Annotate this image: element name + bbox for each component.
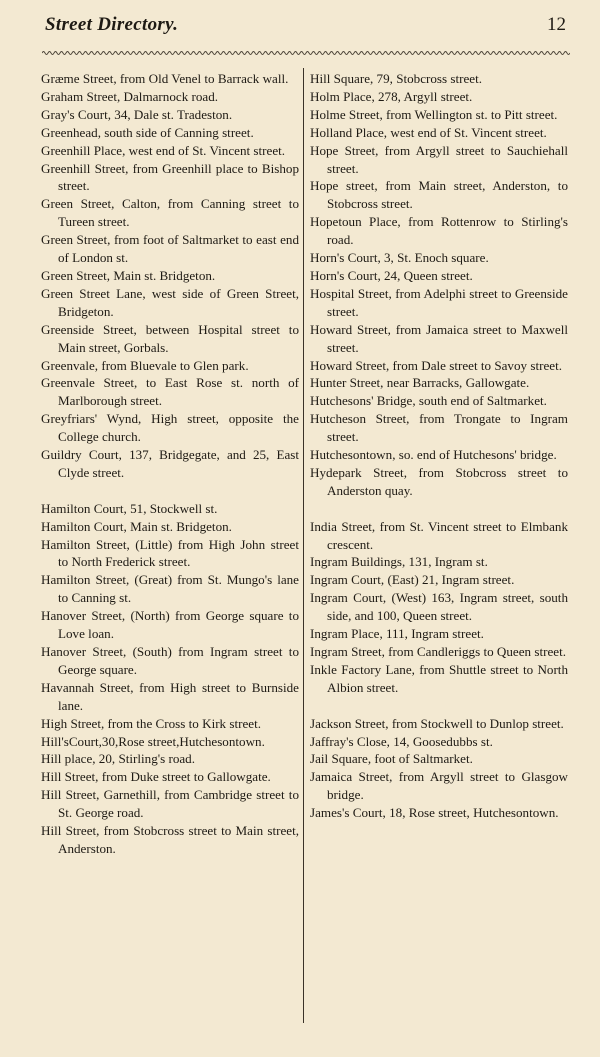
directory-entry: Hamilton Street, (Great) from St. Mungo's lane to Canning st. <box>41 572 299 606</box>
directory-entry: Inkle Factory Lane, from Shuttle street to North Albion street. <box>310 661 568 695</box>
directory-entry: Greenvale, from Bluevale to Glen park. <box>41 357 249 373</box>
directory-entry: Hutcheson Street, from Trongate to Ingram street. <box>310 411 568 445</box>
directory-entry: Graham Street, Dalmarnock road. <box>41 88 219 104</box>
directory-entry: Jackson Street, from Stockwell to Dunlop street. <box>310 715 564 731</box>
directory-entry: Jamaica Street, from Argyll street to Glasgow bridge. <box>310 769 568 803</box>
page-number: 12 <box>547 14 566 35</box>
directory-entry: Holm Place, 278, Argyll street. <box>310 88 473 104</box>
directory-entry: Ingram Buildings, 131, Ingram st. <box>310 554 488 570</box>
directory-entry: Greenhill Street, from Greenhill place to Bishop street. <box>41 160 299 194</box>
directory-entry: Howard Street, from Dale street to Savoy street. <box>310 357 562 373</box>
directory-entry: Green Street Lane, west side of Green Street, Bridgeton. <box>41 285 299 319</box>
entry-group-i <box>310 518 568 697</box>
directory-entry: Hospital Street, from Adelphi street to Greenside street. <box>310 285 568 319</box>
directory-entry: Ingram Place, 111, Ingram street. <box>310 626 484 642</box>
directory-entry: Horn's Court, 3, St. Enoch square. <box>310 250 489 266</box>
directory-entry: Hill'sCourt,30,Rose street,Hutchesontown. <box>41 733 265 749</box>
directory-entry: Hutchesontown, so. end of Hutchesons' bridge. <box>310 447 557 463</box>
group-spacer <box>310 697 568 715</box>
directory-entry: Greenhill Place, west end of St. Vincent street. <box>41 142 286 158</box>
directory-entry: Jail Square, foot of Saltmarket. <box>310 751 473 767</box>
directory-entry: Holme Street, from Wellington st. to Pitt street. <box>310 106 558 122</box>
directory-entry: Hamilton Court, 51, Stockwell st. <box>41 500 218 516</box>
directory-entry: Hopetoun Place, from Rottenrow to Stirling's road. <box>310 214 568 248</box>
directory-entry: Hanover Street, (South) from Ingram street to George square. <box>41 643 299 677</box>
entry-group-h <box>310 70 568 500</box>
directory-entry: Jaffray's Close, 14, Goosedubbs st. <box>310 733 493 749</box>
directory-entry: Hunter Street, near Barracks, Gallowgate. <box>310 375 530 391</box>
directory-entry: Green Street, from foot of Saltmarket to east end of London st. <box>41 232 299 266</box>
left-column <box>41 70 299 858</box>
entry-group-h <box>41 500 299 858</box>
directory-entry: Hamilton Court, Main st. Bridgeton. <box>41 518 232 534</box>
directory-entry: Green Street, Calton, from Canning street to Tureen street. <box>41 196 299 230</box>
directory-entry: Hill Square, 79, Stobcross street. <box>310 71 483 86</box>
directory-entry: Greenside Street, between Hospital street to Main street, Gorbals. <box>41 321 299 355</box>
directory-entry: Hydepark Street, from Stobcross street to Anderston quay. <box>310 464 568 498</box>
directory-entry: Gray's Court, 34, Dale st. Tradeston. <box>41 106 233 122</box>
directory-entry: Ingram Street, from Candleriggs to Queen street. <box>310 643 566 659</box>
directory-entry: Howard Street, from Jamaica street to Maxwell street. <box>310 321 568 355</box>
directory-entry: Ingram Court, (East) 21, Ingram street. <box>310 572 515 588</box>
directory-entry: Havannah Street, from High street to Burnside lane. <box>41 679 299 713</box>
group-spacer <box>310 500 568 518</box>
directory-entry: Hill Street, from Stobcross street to Main street, Anderston. <box>41 823 299 856</box>
group-spacer <box>41 482 299 500</box>
directory-entry: James's Court, 18, Rose street, Hutchesontown. <box>310 805 559 821</box>
directory-entry: High Street, from the Cross to Kirk street. <box>41 715 262 731</box>
wavy-rule-divider <box>42 48 570 58</box>
directory-entry: Greyfriars' Wynd, High street, opposite the College church. <box>41 411 299 445</box>
directory-entry: Hutchesons' Bridge, south end of Saltmarket. <box>310 393 547 409</box>
directory-entry: Green Street, Main st. Bridgeton. <box>41 267 216 283</box>
directory-entry: Hill Street, Garnethill, from Cambridge street to St. George road. <box>41 787 299 821</box>
directory-entry: Hamilton Street, (Little) from High John street to North Frederick street. <box>41 536 299 570</box>
directory-entry: Guildry Court, 137, Bridgegate, and 25, East Clyde street. <box>41 447 299 480</box>
directory-entry: Holland Place, west end of St. Vincent street. <box>310 124 547 140</box>
directory-entry: Horn's Court, 24, Queen street. <box>310 267 473 283</box>
directory-entry: Hanover Street, (North) from George square to Love loan. <box>41 608 299 642</box>
column-divider <box>303 68 304 1023</box>
directory-entry: Hope Street, from Argyll street to Sauchiehall street. <box>310 142 568 176</box>
directory-entry: Hill Street, from Duke street to Gallowgate. <box>41 769 271 785</box>
entry-group-j <box>310 715 568 822</box>
directory-entry: Greenhead, south side of Canning street. <box>41 124 254 140</box>
directory-entry: Ingram Court, (West) 163, Ingram street, south side, and 100, Queen street. <box>310 590 568 624</box>
directory-entry: Hope street, from Main street, Anderston, to Stobcross street. <box>310 178 568 212</box>
right-column <box>310 70 568 822</box>
entry-group-g <box>41 70 299 482</box>
running-title: Street Directory. <box>45 14 179 35</box>
page-header <box>0 14 600 44</box>
directory-entry: Hill place, 20, Stirling's road. <box>41 751 196 767</box>
directory-entry: India Street, from St. Vincent street to Elmbank crescent. <box>310 518 568 552</box>
directory-entry: Græme Street, from Old Venel to Barrack wall. <box>41 71 289 86</box>
directory-entry: Greenvale Street, to East Rose st. north of Marlborough street. <box>41 375 299 409</box>
